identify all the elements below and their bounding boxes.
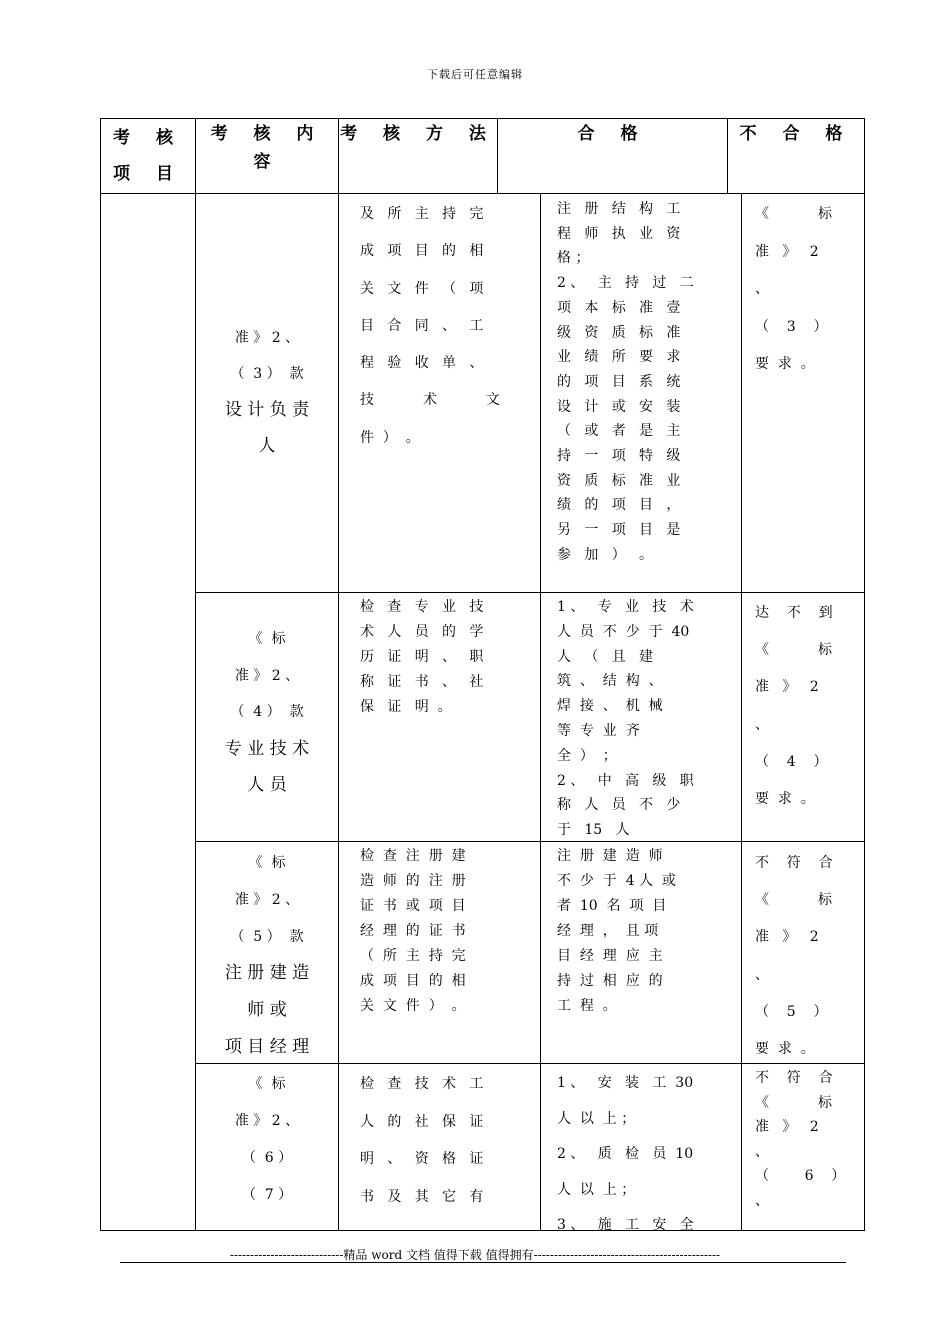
- header-content: 考 核 内 容: [210, 124, 324, 172]
- row-divider-2: [195, 841, 865, 842]
- footer-text: ----------------------------精品 word 文档 值得下载 值得拥有----------------------------------------------: [229, 1248, 721, 1262]
- row3-fail: 不 符 合 《 标 准 》 2 、 （ 5 ） 要 求 。: [755, 855, 833, 1058]
- col-line-3: [540, 193, 541, 1231]
- header-method: 考 核 方 法: [340, 124, 496, 144]
- row3-content: 《 标 准 》 2 、 （ 5 ） 款 注 册 建 造 师 或 项 目 经 理: [224, 855, 310, 1057]
- row1-fail: 《 标 准 》 2 、 （ 3 ） 要 求 。: [755, 206, 832, 372]
- row1-method: 及 所 主 持 完 成 项 目 的 相 关 文 件 （ 项 目 合 同 、 工 程 验 收 单 、 技 术 文 件 ） 。: [360, 206, 500, 446]
- row1-content: 准 》 2 、 （ 3 ） 款 设 计 负 责 人: [224, 330, 310, 456]
- row1-pass: 注 册 结 构 工 程 师 执 业 资 格 ； 2 、 主 持 过 二 项 本 标 准 壹 级 资 质 标 准 业 绩 所 要 求 的 项 目 系 统 设 计 或 安 装 （ 或 者 是 主 持 一 项 特 级 资 质 标 准 业 绩 的 项 目 ， 另 一 项 目 是 参 加 ） 。: [557, 201, 694, 563]
- row2-fail: 达 不 到 《 标 准 》 2 、 （ 4 ） 要 求 。: [755, 605, 833, 808]
- table-border-right: [864, 118, 865, 1231]
- row2-method: 检 查 专 业 技 术 人 员 的 学 历 证 明 、 职 称 证 书 、 社 保 证 明 。: [360, 599, 484, 715]
- table-border-left: [100, 118, 101, 1231]
- row4-pass: 1 、 安 装 工 30 人 以 上 ； 2 、 质 检 员 10 人 以 上 ； 3 、 施 工 安 全: [557, 1075, 694, 1233]
- row3-method: 检 查 注 册 建 造 师 的 注 册 证 书 或 项 目 经 理 的 证 书 （ 所 主 持 完 成 项 目 的 相 关 文 件 ） 。: [360, 848, 466, 1014]
- table-border-top: [100, 118, 865, 119]
- row2-pass: 1 、 专 业 技 术 人 员 不 少 于 40 人 （ 且 建 筑 、 结 构 、 焊 接 、 机 械 等 专 业 齐 全 ） ； 2 、 中 高 级 职 称 人 员 不 少 于 15 人: [557, 599, 694, 839]
- header-pass: 合 格: [577, 124, 648, 144]
- row4-method: 检 查 技 术 工 人 的 社 保 证 明 、 资 格 证 书 及 其 它 有: [360, 1076, 484, 1205]
- col-line-2: [338, 118, 339, 1231]
- header-divider: [100, 193, 865, 194]
- footer-rule: [120, 1262, 846, 1263]
- row4-fail: 不 符 合 《 标 准 》 2 、 （ 6 ） 、: [755, 1070, 846, 1209]
- row-divider-1: [195, 592, 865, 593]
- row4-content: 《 标 准 》 2 、 （ 6 ） （ 7 ）: [234, 1076, 300, 1203]
- header-item: 考 核 项 目: [113, 128, 183, 184]
- header-fail: 不 合 格: [739, 124, 853, 144]
- row2-content: 《 标 准 》 2 、 （ 4 ） 款 专 业 技 术 人 员: [224, 631, 310, 795]
- table-border-bottom: [100, 1230, 865, 1231]
- row3-pass: 注 册 建 造 师 不 少 于 4 人 或 者 10 名 项 目 经 理 ， 且 项 目 经 理 应 主 持 过 相 应 的 工 程 。: [557, 848, 676, 1014]
- header-note: 下载后可任意编辑: [427, 68, 523, 81]
- col-line-4: [741, 193, 742, 1231]
